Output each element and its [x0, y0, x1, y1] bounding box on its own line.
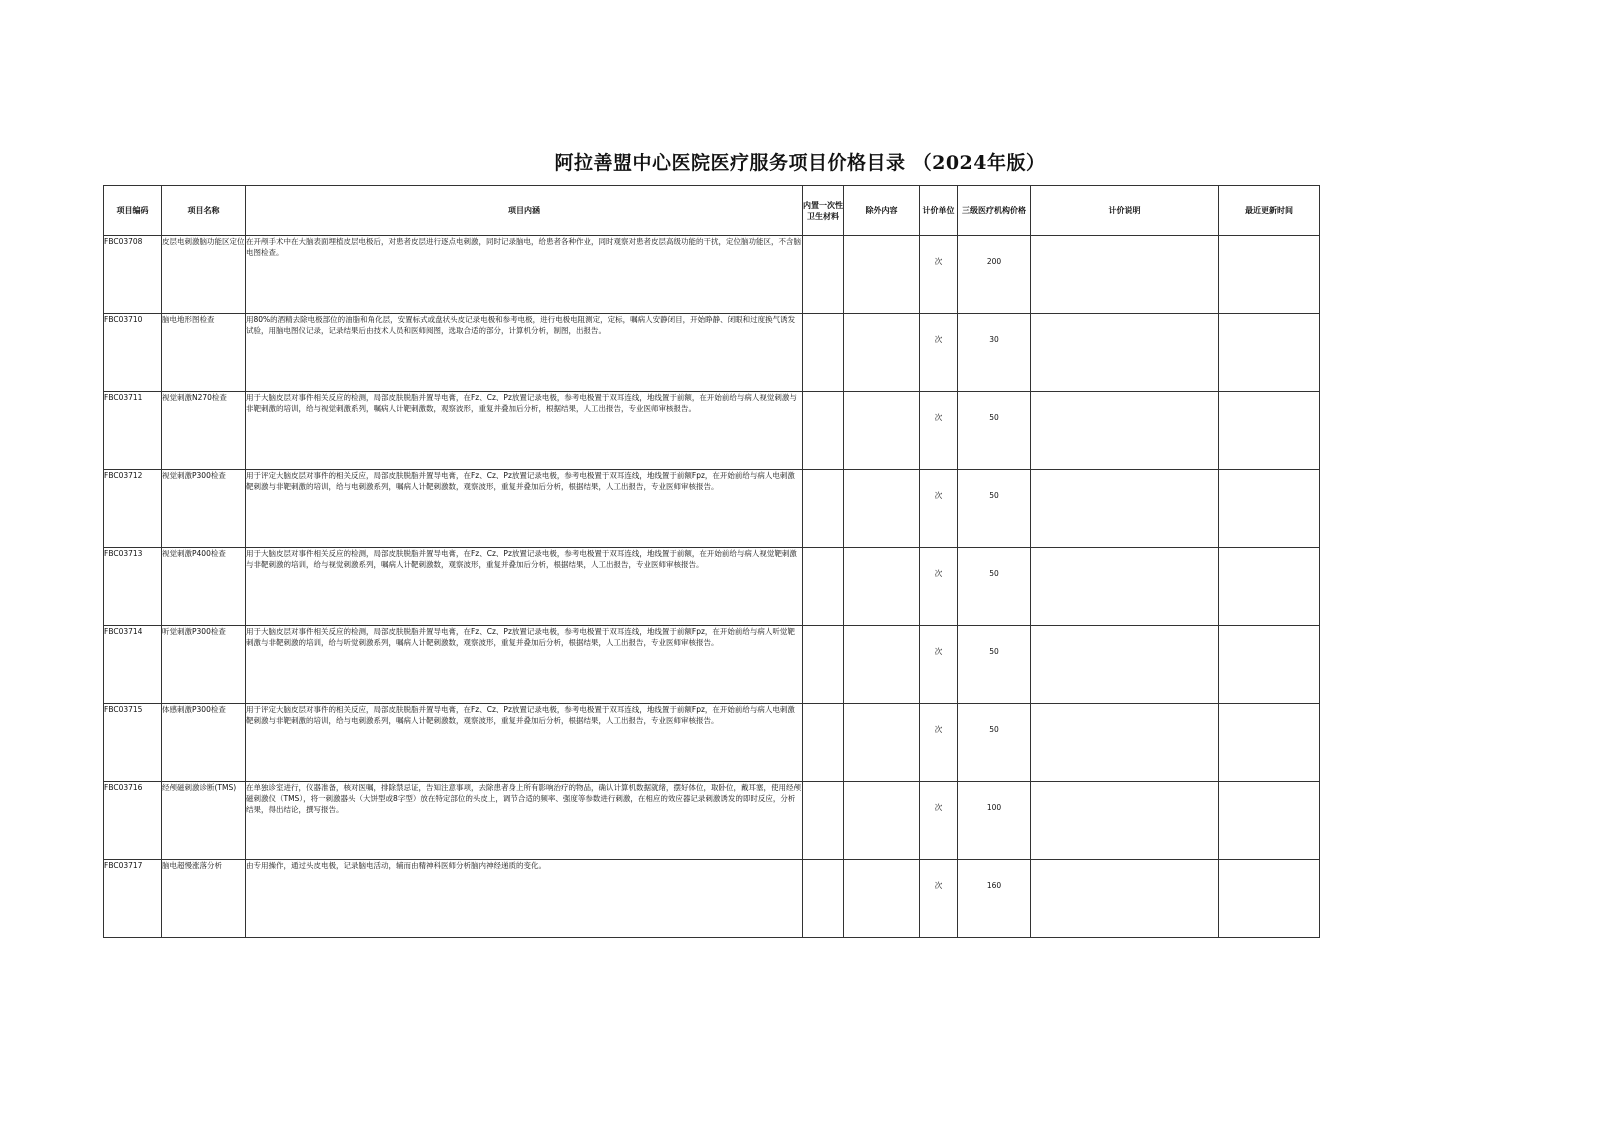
- unit-text: 次: [934, 491, 943, 500]
- cell-material: [803, 626, 844, 704]
- cell-code: FBC03714: [104, 626, 162, 704]
- cell-updated: [1219, 704, 1320, 782]
- cell-price: [958, 704, 1031, 782]
- cell-content: 用于大脑皮层对事件相关反应的检测，局部皮肤脱脂并置导电膏，在Fz、Cz、Pz放置记录电极，参考电极置于双耳连线，地线置于前额，在开始前给与病人视觉刺激与非靶刺激的培训，给与视觉刺激系列，嘱病人计靶刺激数，观察波形，重复并叠加后分析，根据结果，人工出报告，专业医师审核报告。: [246, 392, 803, 470]
- unit-text: 次: [934, 335, 943, 344]
- unit-text: 次: [934, 803, 943, 812]
- cell-name: 脑电地形图检查: [162, 314, 246, 392]
- cell-content: 用于评定大脑皮层对事件的相关反应，局部皮肤脱脂并置导电膏，在Fz、Cz、Pz放置记录电极，参考电极置于双耳连线，地线置于前额Fpz，在开始前给与病人电刺激靶刺激与非靶刺激的培训，给与电刺激系列，嘱病人计靶刺激数，观察波形，重复并叠加后分析，根据结果，人工出报告，专业医师审核报告。: [246, 470, 803, 548]
- cell-note: [1031, 236, 1219, 314]
- cell-content: 用于评定大脑皮层对事件的相关反应，局部皮肤脱脂并置导电膏，在Fz、Cz、Pz放置记录电极，参考电极置于双耳连线，地线置于前额Fpz，在开始前给与病人电刺激靶刺激与非靶刺激的培训，给与电刺激系列，嘱病人计靶刺激数，观察波形，重复并叠加后分析，根据结果，人工出报告，专业医师审核报告。: [246, 704, 803, 782]
- table-row: [104, 782, 1320, 860]
- header-note: 计价说明: [1031, 186, 1219, 236]
- cell-price: [958, 548, 1031, 626]
- price-text: 50: [989, 491, 999, 500]
- cell-content: 用80%的酒精去除电极部位的油脂和角化层，安置标式或盘状头皮记录电极和参考电极，进行电极电阻测定，定标，嘱病人安静闭目，开始睁静、闭眼和过度换气诱发试验，用脑电图仪记录，记录结果后由技术人员和医师阅图，选取合适的部分，计算机分析，制图，出报告。: [246, 314, 803, 392]
- cell-code: FBC03712: [104, 470, 162, 548]
- header-code: 项目编码: [104, 186, 162, 236]
- cell-excluded: [844, 314, 920, 392]
- cell-price: [958, 392, 1031, 470]
- table-row: [104, 548, 1320, 626]
- cell-name: 听觉刺激P300检查: [162, 626, 246, 704]
- cell-code: FBC03713: [104, 548, 162, 626]
- cell-code: FBC03717: [104, 860, 162, 938]
- cell-excluded: [844, 236, 920, 314]
- header-excluded: 除外内容: [844, 186, 920, 236]
- cell-content: 用于大脑皮层对事件相关反应的检测，局部皮肤脱脂并置导电膏，在Fz、Cz、Pz放置记录电极，参考电极置于双耳连线，地线置于前额，在开始前给与病人视觉靶刺激与非靶刺激的培训，给与视觉刺激系列，嘱病人计靶刺激数，观察波形，重复并叠加后分析，根据结果，人工出报告，专业医师审核报告。: [246, 548, 803, 626]
- cell-material: [803, 548, 844, 626]
- unit-text: 次: [934, 881, 943, 890]
- cell-name: 视觉刺激P300检查: [162, 470, 246, 548]
- cell-note: [1031, 704, 1219, 782]
- cell-name: 经颅磁刺激诊断(TMS): [162, 782, 246, 860]
- cell-name: 视觉刺激P400检查: [162, 548, 246, 626]
- table-row: [104, 236, 1320, 314]
- price-text: 50: [989, 413, 999, 422]
- cell-note: [1031, 860, 1219, 938]
- cell-name: 皮层电刺激脑功能区定位: [162, 236, 246, 314]
- cell-updated: [1219, 236, 1320, 314]
- header-row: [104, 186, 1320, 236]
- price-text: 200: [986, 257, 1002, 266]
- cell-updated: [1219, 548, 1320, 626]
- cell-unit: [920, 626, 958, 704]
- unit-text: 次: [934, 647, 943, 656]
- cell-material: [803, 860, 844, 938]
- cell-updated: [1219, 782, 1320, 860]
- cell-price: [958, 782, 1031, 860]
- unit-text: 次: [934, 257, 943, 266]
- cell-name: 视觉刺激N270检查: [162, 392, 246, 470]
- price-text: 160: [986, 881, 1002, 890]
- header-price: 三级医疗机构价格: [958, 186, 1031, 236]
- cell-note: [1031, 548, 1219, 626]
- header-unit: 计价单位: [920, 186, 958, 236]
- cell-unit: [920, 470, 958, 548]
- price-table: [103, 185, 1320, 938]
- cell-code: FBC03708: [104, 236, 162, 314]
- cell-note: [1031, 782, 1219, 860]
- cell-excluded: [844, 548, 920, 626]
- cell-material: [803, 704, 844, 782]
- cell-excluded: [844, 704, 920, 782]
- table-row: [104, 860, 1320, 938]
- cell-price: [958, 626, 1031, 704]
- cell-updated: [1219, 314, 1320, 392]
- unit-text: 次: [934, 413, 943, 422]
- cell-updated: [1219, 860, 1320, 938]
- cell-content: 在单独诊室进行，仪器准备，核对医嘱，排除禁忌证，告知注意事项，去除患者身上所有影响治疗的物品，确认计算机数据就绪，摆好体位，取卧位，戴耳塞，使用经颅磁刺激仪（TMS），将一刺激器头（大饼型或8字型）放在特定部位的头皮上，调节合适的频率、强度等参数进行刺激，在相应的效应器记录刺激诱发的即时反应，分析结果，得出结论，撰写报告。: [246, 782, 803, 860]
- price-text: 100: [986, 803, 1002, 812]
- cell-code: FBC03711: [104, 392, 162, 470]
- unit-text: 次: [934, 569, 943, 578]
- cell-excluded: [844, 860, 920, 938]
- cell-content: 在开颅手术中在大脑表面埋植皮层电极后，对患者皮层进行逐点电刺激，同时记录脑电，给患者各种作业，同时观察对患者皮层高级功能的干扰，定位脑功能区，不含脑电图检查。: [246, 236, 803, 314]
- table-row: [104, 314, 1320, 392]
- header-material: 内置一次性卫生材料: [803, 186, 844, 236]
- header-content: 项目内涵: [246, 186, 803, 236]
- cell-updated: [1219, 470, 1320, 548]
- table-row: [104, 626, 1320, 704]
- cell-material: [803, 236, 844, 314]
- cell-content: 用于大脑皮层对事件相关反应的检测，局部皮肤脱脂并置导电膏，在Fz、Cz、Pz放置记录电极，参考电极置于双耳连线，地线置于前额Fpz，在开始前给与病人听觉靶刺激与非靶刺激的培训，给与听觉刺激系列，嘱病人计靶刺激数，观察波形，重复并叠加后分析，根据结果，人工出报告，专业医师审核报告。: [246, 626, 803, 704]
- cell-unit: [920, 314, 958, 392]
- cell-price: [958, 470, 1031, 548]
- cell-note: [1031, 470, 1219, 548]
- cell-note: [1031, 626, 1219, 704]
- price-text: 50: [989, 725, 999, 734]
- price-text: 30: [989, 335, 999, 344]
- cell-code: FBC03716: [104, 782, 162, 860]
- cell-note: [1031, 392, 1219, 470]
- cell-unit: [920, 548, 958, 626]
- cell-price: [958, 236, 1031, 314]
- cell-material: [803, 314, 844, 392]
- cell-excluded: [844, 392, 920, 470]
- table-row: [104, 392, 1320, 470]
- table-row: [104, 470, 1320, 548]
- header-updated: 最近更新时间: [1219, 186, 1320, 236]
- unit-text: 次: [934, 725, 943, 734]
- price-text: 50: [989, 569, 999, 578]
- cell-note: [1031, 314, 1219, 392]
- cell-unit: [920, 860, 958, 938]
- cell-material: [803, 782, 844, 860]
- cell-material: [803, 392, 844, 470]
- table-row: [104, 704, 1320, 782]
- cell-unit: [920, 392, 958, 470]
- cell-updated: [1219, 392, 1320, 470]
- cell-unit: [920, 236, 958, 314]
- cell-name: 体感刺激P300检查: [162, 704, 246, 782]
- cell-excluded: [844, 470, 920, 548]
- cell-name: 脑电超慢涨落分析: [162, 860, 246, 938]
- page-title: 阿拉善盟中心医院医疗服务项目价格目录 （2024年版）: [554, 152, 1046, 174]
- cell-code: FBC03710: [104, 314, 162, 392]
- cell-updated: [1219, 626, 1320, 704]
- price-text: 50: [989, 647, 999, 656]
- cell-unit: [920, 782, 958, 860]
- cell-content: 由专用操作，通过头皮电极，记录脑电活动，辅而由精神科医师分析脑内神经递质的变化。: [246, 860, 803, 938]
- cell-code: FBC03715: [104, 704, 162, 782]
- cell-material: [803, 470, 844, 548]
- header-name: 项目名称: [162, 186, 246, 236]
- cell-price: [958, 314, 1031, 392]
- cell-excluded: [844, 626, 920, 704]
- cell-price: [958, 860, 1031, 938]
- cell-unit: [920, 704, 958, 782]
- cell-excluded: [844, 782, 920, 860]
